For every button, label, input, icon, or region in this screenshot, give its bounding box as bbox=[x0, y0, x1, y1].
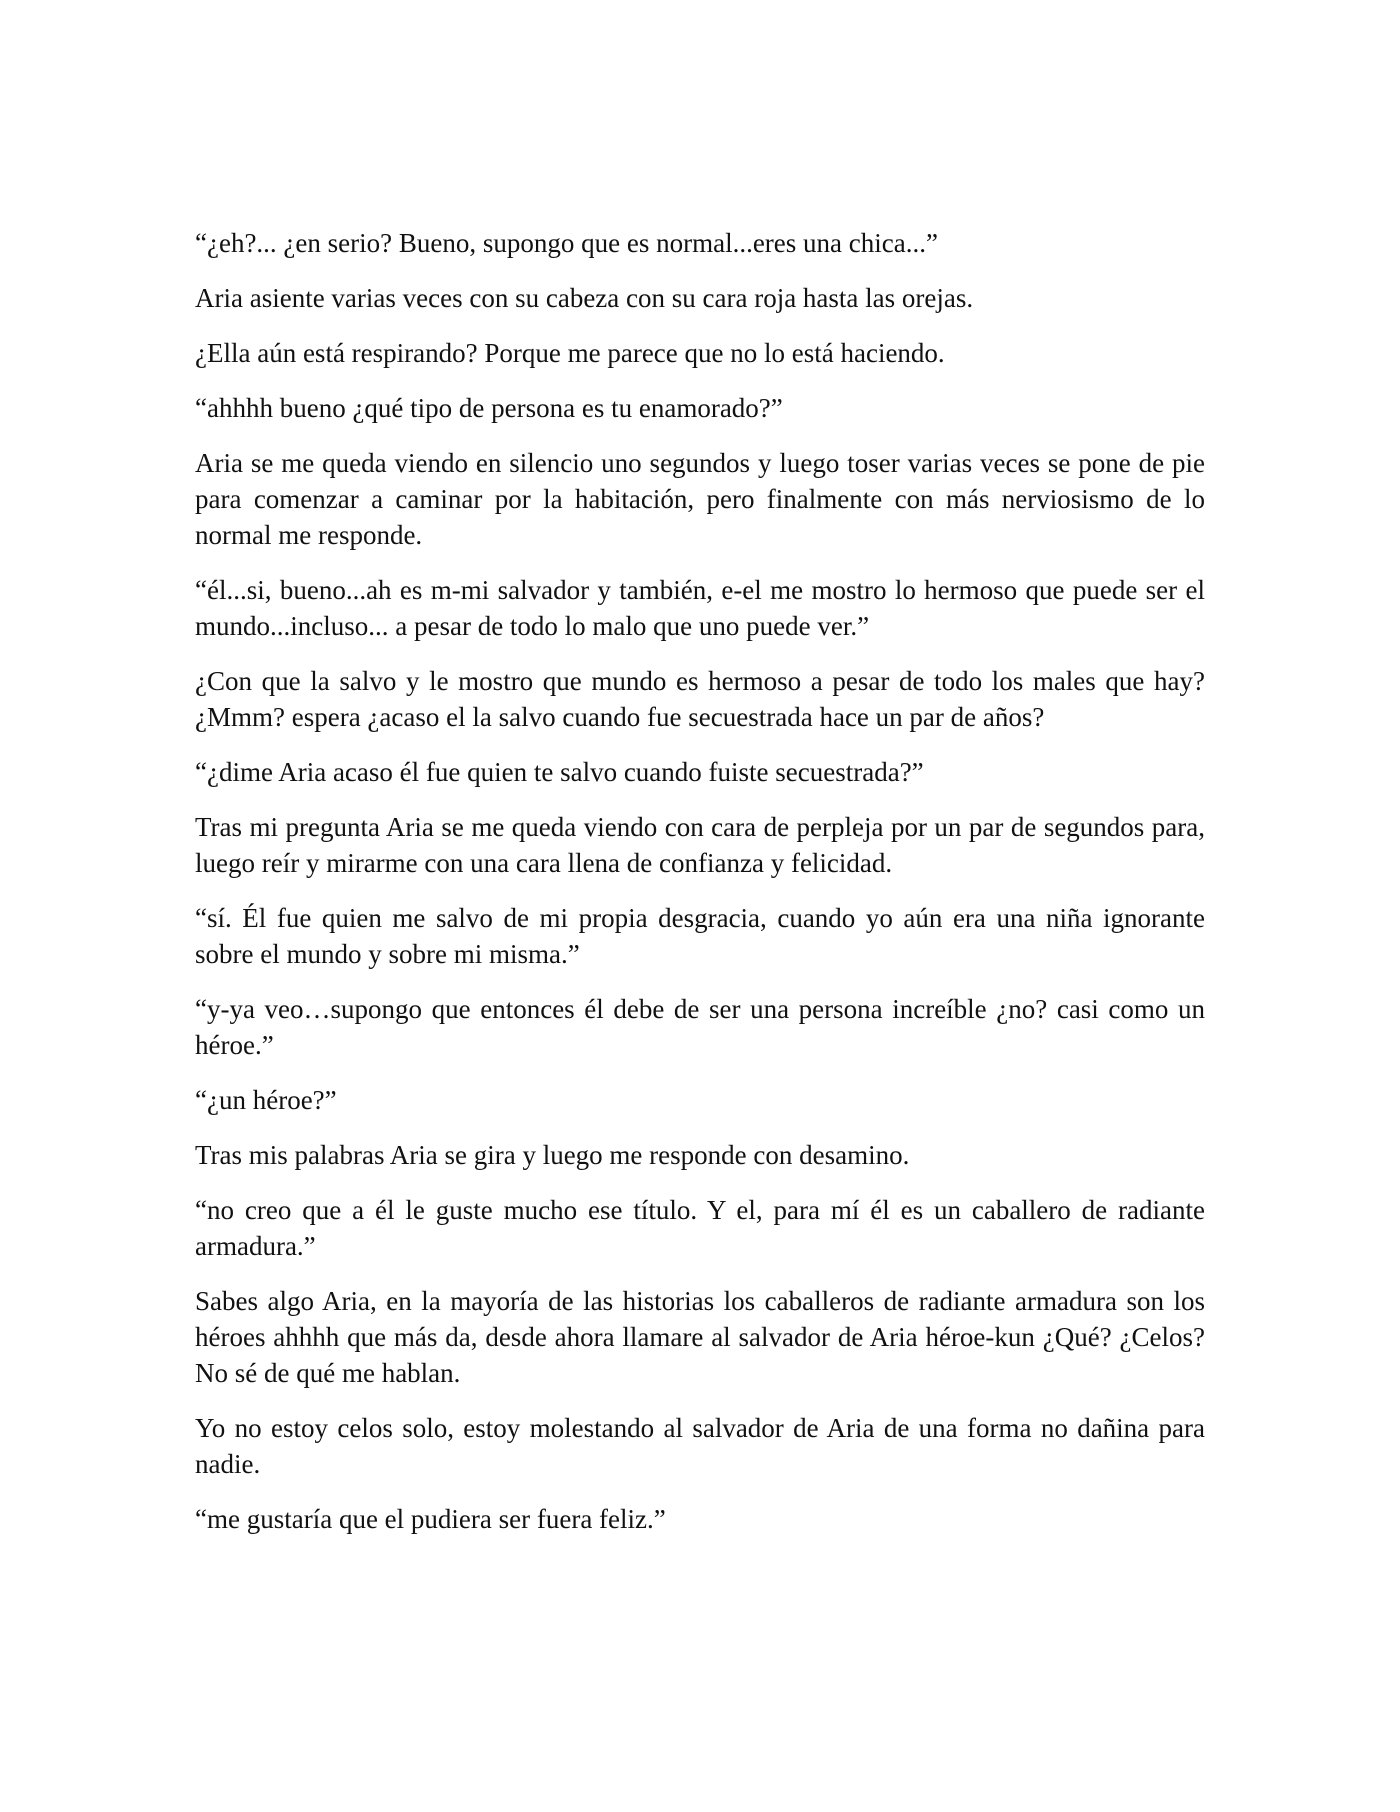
paragraph: Sabes algo Aria, en la mayoría de las historias los caballeros de radiante armadura son los héroes ahhhh que más da, desde ahora llamare al salvador de Aria héroe-kun ¿Qué? ¿Celos? No sé de qué me hablan. bbox=[195, 1286, 1205, 1388]
paragraph: ¿Ella aún está respirando? Porque me parece que no lo está haciendo. bbox=[195, 338, 945, 368]
body-text bbox=[195, 225, 1205, 1556]
paragraph: “y-ya veo…supongo que entonces él debe de ser una persona increíble ¿no? casi como un héroe.” bbox=[195, 994, 1205, 1060]
paragraph: Aria asiente varias veces con su cabeza con su cara roja hasta las orejas. bbox=[195, 283, 974, 313]
paragraph: Tras mi pregunta Aria se me queda viendo con cara de perpleja por un par de segundos para, luego reír y mirarme con una cara llena de confianza y felicidad. bbox=[195, 812, 1205, 878]
paragraph: Tras mis palabras Aria se gira y luego me responde con desamino. bbox=[195, 1140, 910, 1170]
paragraph: ¿Con que la salvo y le mostro que mundo es hermoso a pesar de todo los males que hay? ¿Mmm? espera ¿acaso el la salvo cuando fue secuestrada hace un par de años? bbox=[195, 666, 1205, 732]
paragraph: “¿un héroe?” bbox=[195, 1085, 337, 1115]
paragraph: “sí. Él fue quien me salvo de mi propia desgracia, cuando yo aún era una niña ignorante sobre el mundo y sobre mi misma.” bbox=[195, 903, 1205, 969]
paragraph: “me gustaría que el pudiera ser fuera feliz.” bbox=[195, 1504, 666, 1534]
paragraph: “no creo que a él le guste mucho ese título. Y el, para mí él es un caballero de radiante armadura.” bbox=[195, 1195, 1205, 1261]
paragraph: “¿dime Aria acaso él fue quien te salvo cuando fuiste secuestrada?” bbox=[195, 757, 924, 787]
paragraph: Aria se me queda viendo en silencio uno segundos y luego toser varias veces se pone de pie para comenzar a caminar por la habitación, pero finalmente con más nerviosismo de lo normal me responde. bbox=[195, 448, 1205, 550]
paragraph: “ahhhh bueno ¿qué tipo de persona es tu enamorado?” bbox=[195, 393, 783, 423]
paragraph: Yo no estoy celos solo, estoy molestando al salvador de Aria de una forma no dañina para nadie. bbox=[195, 1413, 1205, 1479]
paragraph: “él...si, bueno...ah es m-mi salvador y también, e-el me mostro lo hermoso que puede ser el mundo...incluso... a pesar de todo lo malo que uno puede ver.” bbox=[195, 575, 1205, 641]
paragraph: “¿eh?... ¿en serio? Bueno, supongo que es normal...eres una chica...” bbox=[195, 228, 938, 258]
